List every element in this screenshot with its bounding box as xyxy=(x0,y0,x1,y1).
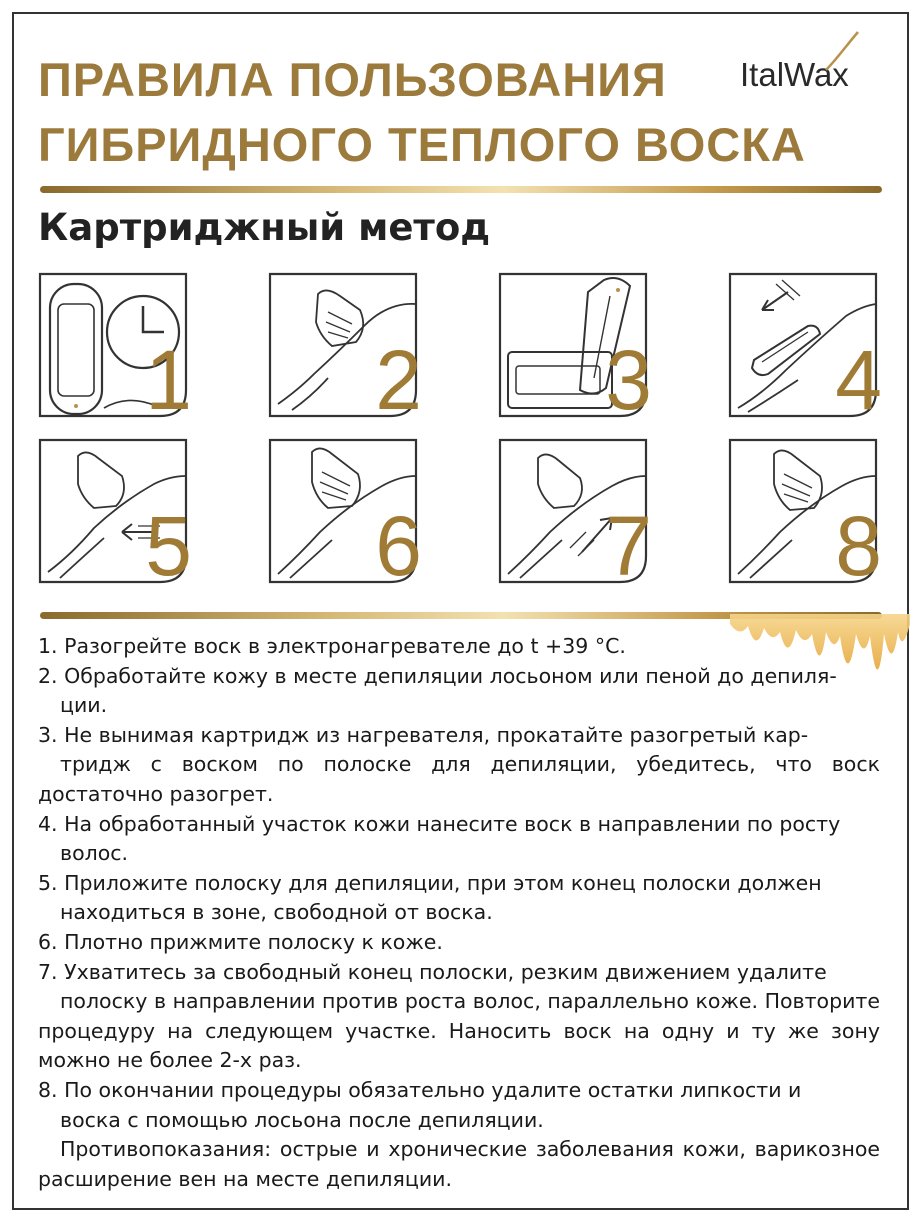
instruction-6: 6. Плотно прижмите полоску к коже. xyxy=(38,929,443,954)
instruction-7: 7. Ухватитесь за свободный конец полоски, резким движением удалите полоску в направлении против роста волос, параллельно коже. Повторите процедуру на следующем участке. Наносить воск на одну и ту же зону можно не более 2-х раз. xyxy=(38,959,880,1073)
step-panel-7 xyxy=(498,436,652,593)
step-panel-2 xyxy=(268,270,422,427)
instruction-8: 8. По окончании процедуры обязательно удалите остатки липкости и воска с помощью лосьона после депиляции. xyxy=(38,1077,802,1132)
contraindications: Противопоказания: острые и хронические заболевания кожи, варикозное расширение вен на месте депиляции. xyxy=(38,1137,880,1191)
page-title-line1: ПРАВИЛА ПОЛЬЗОВАНИЯ xyxy=(38,53,667,106)
instruction-2: 2. Обработайте кожу в месте депиляции лосьоном или пеной до депиля- ции. xyxy=(38,663,837,718)
step-panel-5 xyxy=(38,436,192,593)
instruction-4: 4. На обработанный участок кожи нанесите воск в направлении по росту волос. xyxy=(38,811,841,866)
step-panel-3 xyxy=(498,270,652,427)
step-panel-8 xyxy=(728,436,882,593)
instructions-list xyxy=(38,632,880,1194)
step-panel-1 xyxy=(38,270,192,427)
step-number-8: 8 xyxy=(835,499,882,593)
step-number-2: 2 xyxy=(375,333,422,427)
instruction-5: 5. Приложите полоску для депиляции, при этом конец полоски должен находиться в зоне, свободной от воска. xyxy=(38,870,822,925)
step-number-6: 6 xyxy=(375,499,422,593)
brand-swoosh-icon xyxy=(822,30,862,75)
step-number-1: 1 xyxy=(145,333,192,427)
method-subtitle: Картриджный метод xyxy=(38,206,491,249)
step-number-3: 3 xyxy=(605,333,652,427)
step-panel-4 xyxy=(728,270,882,427)
divider-top xyxy=(40,186,882,193)
brand-logo: ItalWax xyxy=(740,56,849,93)
step-number-4: 4 xyxy=(835,333,882,427)
step-number-7: 7 xyxy=(605,499,652,593)
instruction-3: 3. Не вынимая картридж из нагревателя, прокатайте разогретый кар- тридж с воском по полоске для депиляции, убедитесь, что воск достаточно разогрет. xyxy=(38,722,880,806)
step-panel-6 xyxy=(268,436,422,593)
page-title-line2: ГИБРИДНОГО ТЕПЛОГО ВОСКА xyxy=(38,118,806,171)
instruction-1: 1. Разогрейте воск в электронагревателе до t +39 °С. xyxy=(38,634,626,658)
step-number-5: 5 xyxy=(145,499,192,593)
